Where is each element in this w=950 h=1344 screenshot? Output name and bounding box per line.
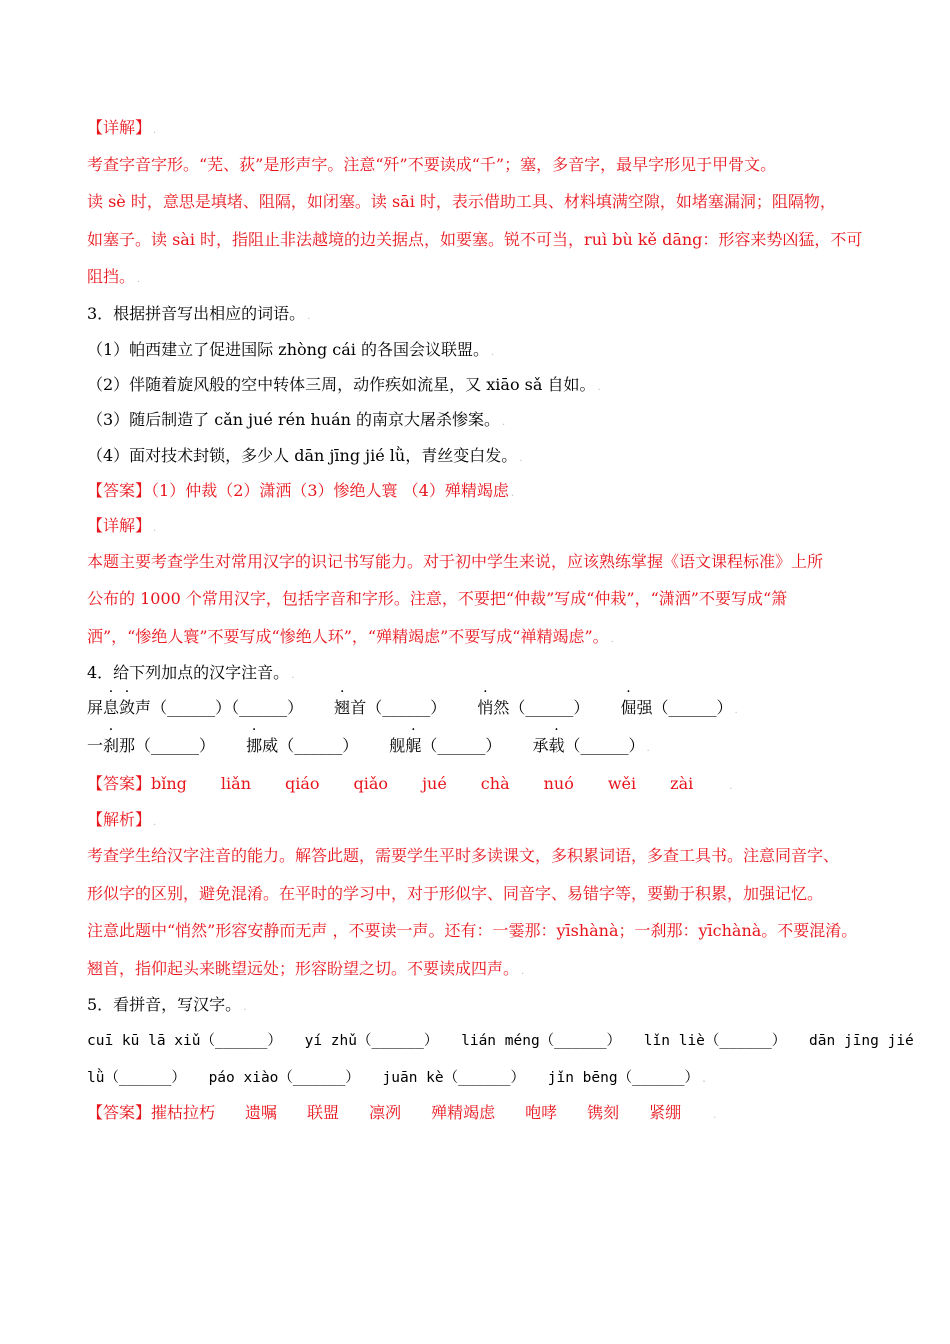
q4-detail-line: 形似字的区别，避免混淆。在平时的学习中，对于形似字、同音字、易错字等，要勤于积累，加强记忆。 [87, 884, 824, 903]
q3-item: （3）随后制造了 cǎn jué rén huán 的南京大屠杀惨案。 . [87, 410, 506, 429]
q2-detail-line: 阻挡。 . [87, 267, 141, 286]
q3-item: （1）帕西建立了促进国际 zhòng cái 的各国会议联盟。 . [87, 340, 495, 359]
q5-pinyin: jǐn bēng（______） [547, 1070, 699, 1086]
q5-pinyin: páo xiào（______） [208, 1070, 360, 1086]
q5-pinyin: lǜ（______） [87, 1070, 186, 1086]
q5-row-1 [87, 1031, 914, 1051]
q3-answer: 【答案】（1）仲裁（2）潇洒（3）惨绝人寰 （4）殚精竭虑 . [87, 481, 515, 500]
q5-pinyin: dān jīng jié [809, 1033, 914, 1049]
q5-pinyin: juān kè（______） [382, 1070, 526, 1086]
q4-answer: 【答案】bǐng liǎn qiáo qiǎo jué chà nuó wěi zài . [87, 774, 733, 793]
q3-item: （2）伴随着旋风般的空中转体三周，动作疾如流星，又 xiāo sǎ 自如。 . [87, 375, 601, 394]
q4-word: 承载（______） . [532, 736, 650, 755]
q4-detail-line: 注意此题中“悄然”形容安静而无声 ，不要读一声。还有：一霎那：yīshànà；一刹那：yīchànà。不要混淆。 [87, 921, 858, 940]
q2-detail-line: 考查字音字形。“芜、荻”是形声字。注意“歼”不要读成“千”；塞，多音字，最早字形见于甲骨文。 [87, 155, 777, 174]
q2-detail-line: 如塞子。读 sài 时，指阻止非法越境的边关据点，如要塞。锐不可当，ruì bù kě dāng：形容来势凶猛，不可 [87, 230, 863, 249]
q5-answer: 【答案】摧枯拉朽 遗嘱 联盟 凛冽 殚精竭虑 咆哮 镌刻 紧绷 . [87, 1103, 717, 1122]
q3-item: （4）面对技术封锁，多少人 dān jīng jié lǜ，青丝变白发。 . [87, 446, 523, 465]
q2-detail-line: 读 sè 时，意思是填堵、阻隔，如闭塞。读 sāi 时，表示借助工具、材料填满空隙，如堵塞漏洞；阻隔物， [87, 192, 836, 211]
q3-detail-line: 洒”，“惨绝人寰”不要写成“惨绝人环”，“殚精竭虑”不要写成“禅精竭虑”。 . [87, 627, 614, 646]
q4-detail-line: 考查学生给汉字注音的能力。解答此题，需要学生平时多读课文，多积累词语，多查工具书。注意同音字、 [87, 846, 840, 865]
q4-title: 4．给下列加点的汉字注音。 . [87, 663, 295, 682]
q4-word: 倔强（______） . [620, 698, 738, 717]
q5-pinyin: yí zhǔ（______） [304, 1033, 439, 1049]
q4-word: 翘首（______） [334, 698, 447, 717]
q4-detail-line: 翘首，指仰起头来眺望远处；形容盼望之切。不要读成四声。 . [87, 959, 525, 978]
q4-word: 一刹那（______） [87, 736, 216, 755]
q4-word: 悄然（______） [477, 698, 590, 717]
q3-title: 3．根据拼音写出相应的词语。 . [87, 304, 311, 323]
q5-row-2: lǜ（______） páo xiào（______） juān kè（______） jǐn bēng（______） . [87, 1070, 708, 1086]
q4-word: 挪威（______） [246, 736, 359, 755]
q4-row-2 [87, 736, 870, 759]
q5-pinyin: lǐn liè（______） [643, 1033, 787, 1049]
q2-detail-tag: 【详解】 . [87, 118, 157, 137]
q5-pinyin: lián méng（______） [461, 1033, 622, 1049]
q4-row-1 [87, 698, 870, 721]
q5-title: 5．看拼音，写汉字。 . [87, 995, 247, 1014]
q3-detail-line: 公布的 1000 个常用汉字，包括字音和字形。注意，不要把“仲裁”写成“仲栽”，“潇洒”不要写成“箫 [87, 589, 788, 608]
q3-detail-line: 本题主要考查学生对常用汉字的识记书写能力。对于初中学生来说，应该熟练掌握《语文课程标准》上所 [87, 552, 824, 571]
q5-pinyin: cuī kū lā xiǔ（______） [87, 1033, 282, 1049]
q4-detail-tag: 【解析】 . [87, 810, 157, 829]
q4-word: 舰艉（______） [389, 736, 502, 755]
q4-word: 屏息敛声（______）（______） [87, 698, 304, 717]
q3-detail-tag: 【详解】 . [87, 516, 157, 535]
